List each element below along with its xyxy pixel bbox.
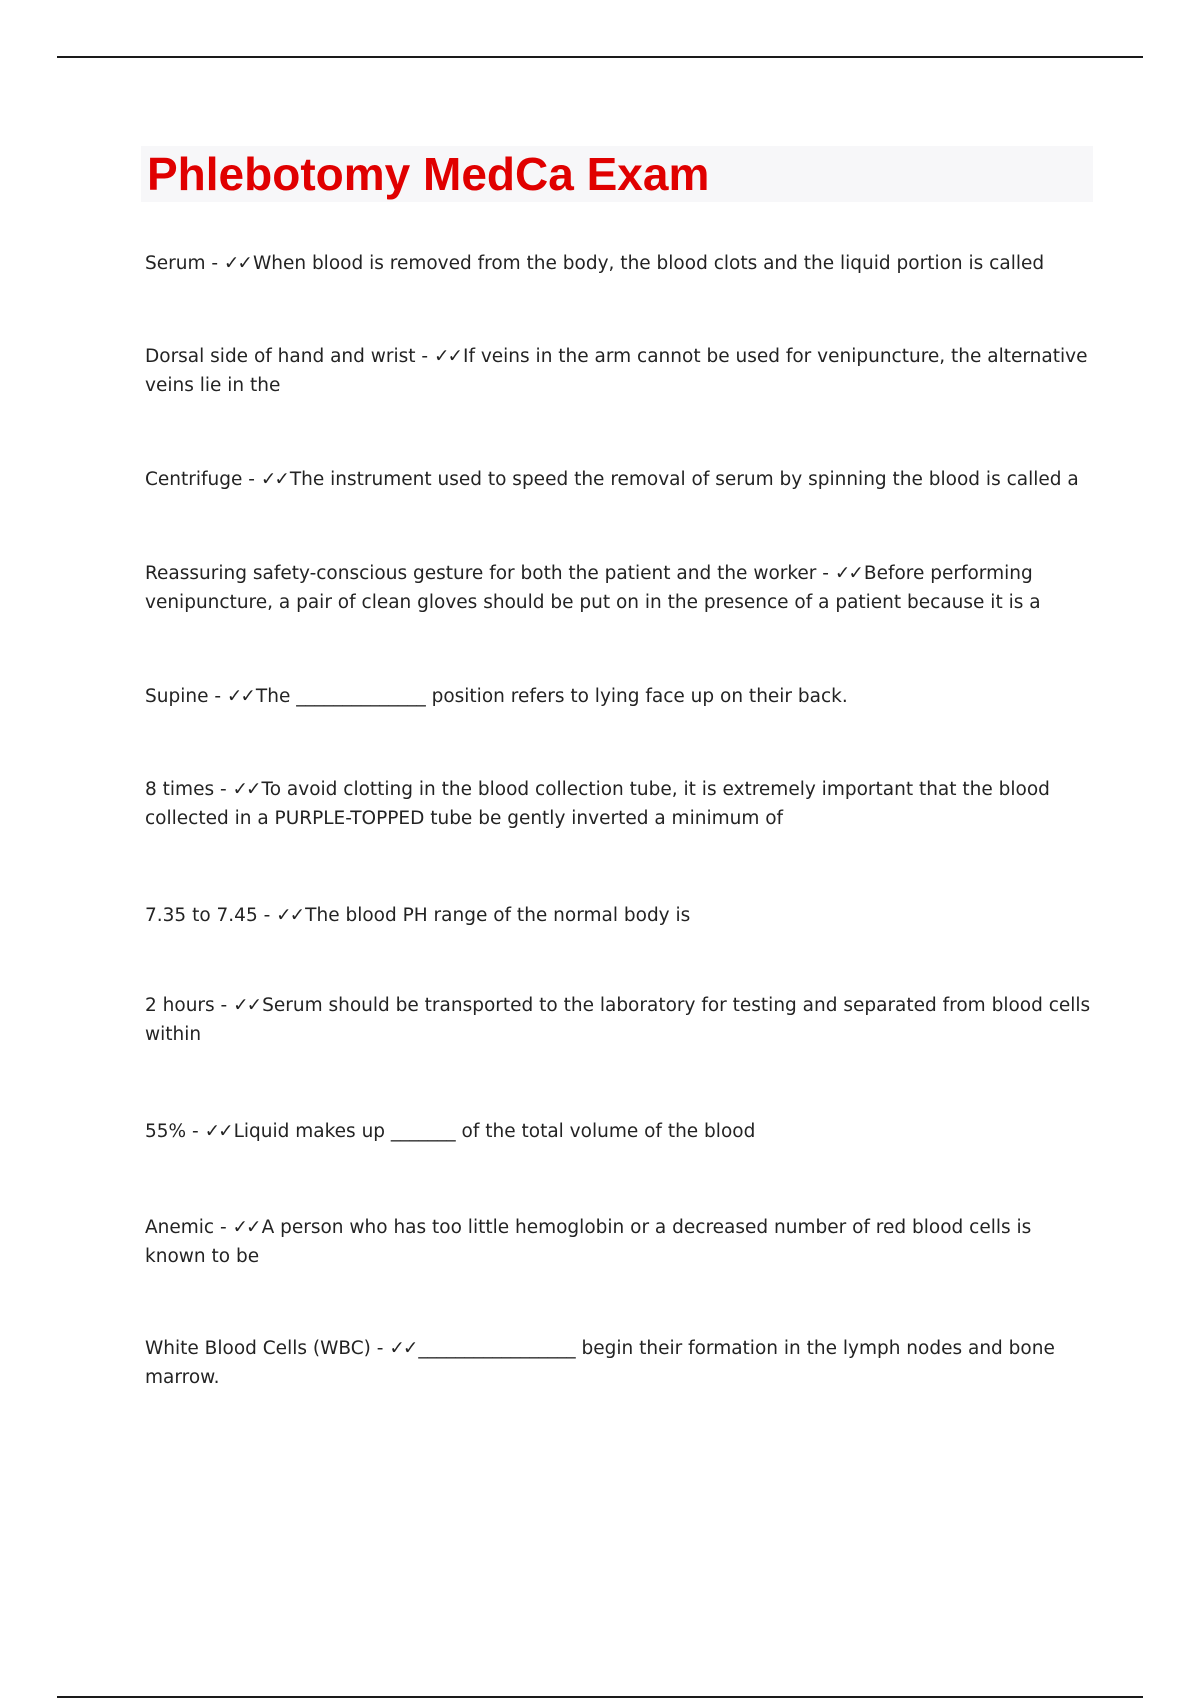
separator: - bbox=[214, 779, 233, 800]
check-icon: ✓✓ bbox=[834, 563, 862, 584]
check-icon: ✓✓ bbox=[223, 253, 251, 274]
list-item bbox=[145, 249, 1095, 278]
list-item bbox=[145, 1213, 1095, 1271]
separator: - bbox=[257, 905, 277, 926]
check-icon: ✓✓ bbox=[276, 905, 304, 926]
answer-term: Supine bbox=[145, 686, 209, 707]
separator: - bbox=[205, 253, 224, 274]
list-item bbox=[145, 465, 1095, 494]
answer-term: Dorsal side of hand and wrist bbox=[145, 346, 416, 367]
question-text: A person who has too little hemoglobin or a decreased number of red blood cells is known to be bbox=[145, 1217, 1032, 1267]
answer-term: Reassuring safety-conscious gesture for both the patient and the worker bbox=[145, 563, 817, 584]
separator: - bbox=[208, 686, 227, 707]
answer-term: Anemic bbox=[145, 1217, 215, 1238]
top-divider bbox=[57, 56, 1143, 58]
list-item bbox=[145, 775, 1095, 833]
question-text: Liquid makes up _______ of the total volume of the blood bbox=[233, 1121, 756, 1142]
separator: - bbox=[370, 1338, 390, 1359]
answer-term: Serum bbox=[145, 253, 206, 274]
list-item bbox=[145, 1334, 1095, 1392]
question-text: If veins in the arm cannot be used for venipuncture, the alternative veins lie in the bbox=[145, 346, 1088, 396]
check-icon: ✓✓ bbox=[260, 469, 288, 490]
question-text: When blood is removed from the body, the blood clots and the liquid portion is called bbox=[252, 253, 1045, 274]
check-icon: ✓✓ bbox=[389, 1338, 417, 1359]
list-item bbox=[145, 1117, 1095, 1146]
check-icon: ✓✓ bbox=[433, 346, 461, 367]
separator: - bbox=[214, 995, 234, 1016]
list-item bbox=[145, 901, 1095, 930]
answer-term: 7.35 to 7.45 bbox=[145, 905, 258, 926]
separator: - bbox=[214, 1217, 233, 1238]
list-item bbox=[145, 559, 1095, 617]
check-icon: ✓✓ bbox=[233, 995, 261, 1016]
separator: - bbox=[186, 1121, 205, 1142]
separator: - bbox=[816, 563, 835, 584]
list-item bbox=[145, 682, 1095, 711]
answer-term: 8 times bbox=[145, 779, 215, 800]
answer-term: 55% bbox=[145, 1121, 187, 1142]
question-text: The instrument used to speed the removal of serum by spinning the blood is called a bbox=[289, 469, 1079, 490]
question-text: The ______________ position refers to lying face up on their back. bbox=[255, 686, 848, 707]
title-banner bbox=[141, 146, 1093, 202]
page-title: Phlebotomy MedCa Exam bbox=[147, 148, 710, 200]
list-item bbox=[145, 342, 1095, 400]
check-icon: ✓✓ bbox=[232, 1217, 260, 1238]
answer-term: 2 hours bbox=[145, 995, 215, 1016]
check-icon: ✓✓ bbox=[226, 686, 254, 707]
question-text: Before performing venipuncture, a pair of clean gloves should be put on in the presence of a patient because it is a bbox=[145, 563, 1041, 613]
question-text: To avoid clotting in the blood collection tube, it is extremely important that the blood collected in a PURPLE-TOPPED tube be gently inverted a minimum of bbox=[145, 779, 1050, 829]
check-icon: ✓✓ bbox=[232, 779, 260, 800]
question-text: The blood PH range of the normal body is bbox=[305, 905, 691, 926]
separator: - bbox=[242, 469, 261, 490]
question-text: Serum should be transported to the laboratory for testing and separated from blood cells within bbox=[145, 995, 1091, 1045]
list-item bbox=[145, 991, 1095, 1049]
answer-term: White Blood Cells (WBC) bbox=[145, 1338, 371, 1359]
check-icon: ✓✓ bbox=[204, 1121, 232, 1142]
bottom-divider bbox=[57, 1696, 1143, 1698]
separator: - bbox=[415, 346, 434, 367]
question-text: _________________ begin their formation in the lymph nodes and bone marrow. bbox=[145, 1338, 1055, 1388]
answer-term: Centrifuge bbox=[145, 469, 243, 490]
